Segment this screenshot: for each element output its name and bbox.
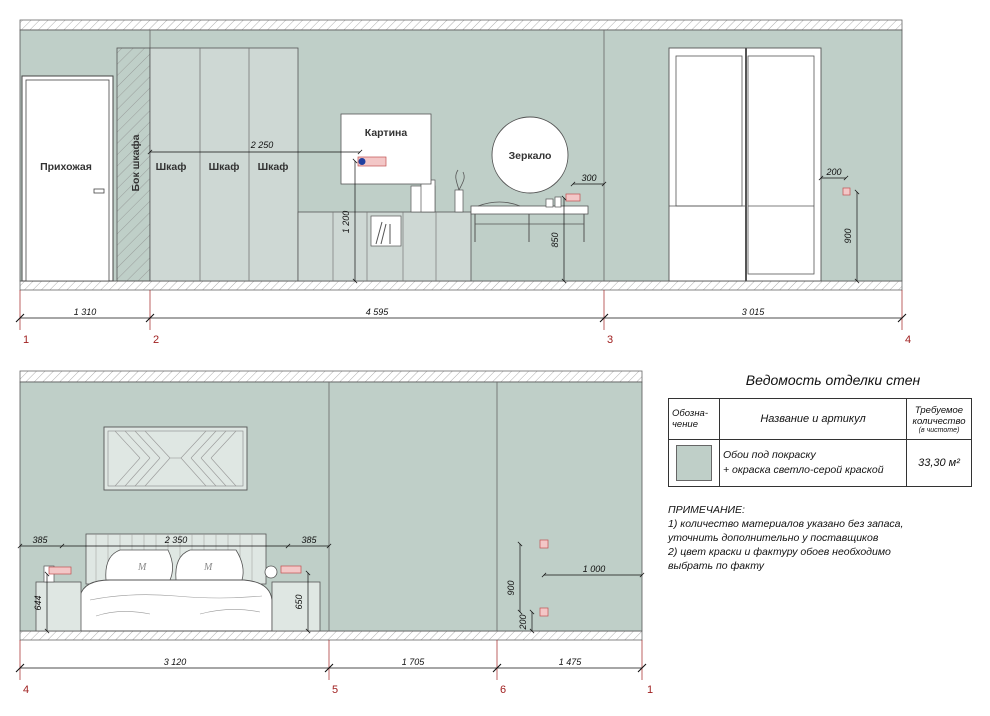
herringbone-wall-panel (104, 427, 247, 490)
axis-label: 2 (153, 334, 160, 346)
bed-duvet (80, 580, 272, 631)
wardrobe-side-label: Бок шкафа (130, 134, 142, 192)
bottom-axis-dimensions (16, 640, 653, 696)
header-name: Название и артикул (720, 399, 907, 440)
table-row (669, 440, 972, 487)
mirror-label: Зеркало (508, 150, 552, 162)
axis-label: 3 (607, 334, 614, 346)
axis-label: 6 (500, 684, 507, 696)
dim-1000: 1 000 (582, 564, 606, 574)
dim-385-left: 385 (32, 535, 48, 545)
floor-slab (20, 281, 902, 290)
axis-label: 1 (647, 684, 654, 696)
row-qty: 33,30 м² (907, 440, 972, 487)
note-line: 1) количество материалов указано без запаса, (668, 518, 904, 530)
top-elevation (16, 20, 911, 346)
socket-icon (540, 540, 548, 548)
wardrobe (150, 48, 298, 281)
header-qty-label: Требуемое количество (912, 404, 966, 427)
dim-850: 850 (550, 232, 560, 248)
span-dimension: 4 595 (365, 307, 389, 317)
header-qty-note: (в чистоте) (918, 426, 960, 434)
monogram-icon: M (204, 562, 213, 573)
dim-2250: 2 250 (250, 140, 274, 150)
socket-icon (281, 566, 301, 573)
row-name (720, 440, 907, 487)
swatch-cell (669, 440, 720, 487)
bed (80, 534, 272, 631)
dim-300: 300 (581, 173, 597, 183)
socket-icon (49, 567, 71, 574)
picture-label: Картина (364, 127, 408, 139)
dim-644: 644 (33, 595, 43, 611)
monogram-icon: M (138, 562, 147, 573)
dim-385-right: 385 (301, 535, 317, 545)
span-dimension: 3 120 (163, 657, 187, 667)
axis-label: 1 (23, 334, 30, 346)
span-dimension: 1 475 (558, 657, 582, 667)
finish-schedule (668, 372, 978, 573)
table-header-row (669, 399, 972, 440)
clock-icon (265, 566, 277, 578)
row-name-line1: Обои под покраску (723, 449, 816, 461)
entry-label: Прихожая (40, 161, 92, 173)
wardrobe-door-label: Шкаф (208, 161, 240, 173)
socket-icon (843, 188, 850, 195)
dim-200: 200 (518, 614, 528, 630)
header-code: Обозна-чение (669, 399, 720, 440)
dim-650: 650 (294, 594, 304, 610)
note-line: выбрать по факту (668, 560, 764, 572)
header-qty (907, 399, 972, 440)
socket-icon (540, 608, 548, 616)
span-dimension: 3 015 (741, 307, 765, 317)
wardrobe-door-label: Шкаф (257, 161, 289, 173)
axis-label: 4 (905, 334, 912, 346)
span-dimension: 1 705 (401, 657, 425, 667)
axis-label: 4 (23, 684, 30, 696)
socket-icon (566, 194, 580, 201)
wall-finish-swatch (676, 445, 712, 481)
axis-label: 5 (332, 684, 339, 696)
open-shelf (371, 216, 401, 246)
row-name-line2: + окраска светло-серой краской (723, 464, 884, 476)
dim-1200: 1 200 (341, 210, 351, 234)
schedule-title: Ведомость отделки стен (745, 372, 921, 388)
schedule-table (668, 398, 972, 487)
notes-heading: ПРИМЕЧАНИЕ: (668, 504, 745, 516)
ceiling-slab (20, 20, 902, 30)
bottom-elevation (16, 371, 653, 696)
dim-200: 200 (826, 167, 842, 177)
note-line: уточнить дополнительно у поставщиков (668, 532, 879, 544)
dim-900: 900 (506, 580, 516, 596)
picture (341, 114, 431, 184)
dim-900: 900 (843, 228, 853, 244)
top-axis-dimensions (16, 290, 911, 346)
span-dimension: 1 310 (73, 307, 97, 317)
wardrobe-door-label: Шкаф (155, 161, 187, 173)
tv-outlet-icon (359, 158, 366, 165)
dim-2350: 2 350 (164, 535, 188, 545)
note-line: 2) цвет краски и фактуру обоев необходимо (668, 546, 891, 558)
notes (668, 503, 978, 573)
entry-door (22, 76, 113, 281)
floor-slab (20, 631, 642, 640)
vase-icon (455, 190, 463, 212)
mirror (492, 117, 568, 193)
ceiling-slab (20, 371, 642, 382)
balcony-window (669, 48, 821, 281)
